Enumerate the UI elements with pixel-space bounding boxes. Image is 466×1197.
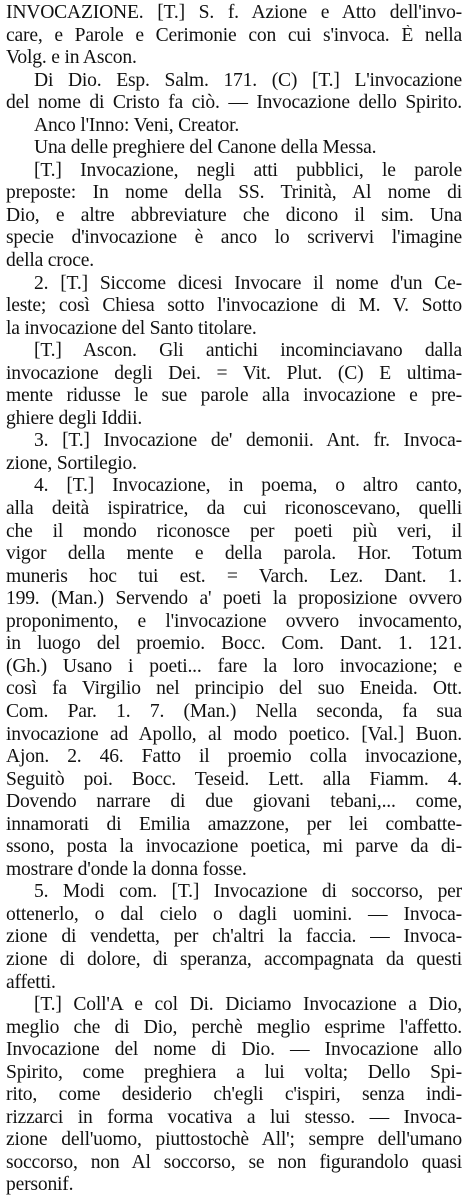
text-line-content: alla deità ispiratrice, da cui riconoscevano, quelli — [6, 498, 462, 520]
text-line-content: Spirito, come preghiera a lui volta; Dello Spi- — [6, 1061, 462, 1083]
text-line — [6, 1017, 462, 1040]
text-line-content: Dovendo narrare di due giovani tebani,... come, — [6, 791, 462, 813]
text-line-content: preposte: In nome della SS. Trinità, Al nome di — [6, 182, 462, 204]
text-line-content: [T.] Ascon. Gli antichi incominciavano dalla — [34, 340, 462, 362]
text-line — [6, 881, 462, 904]
text-line-content: meglio che di Dio, perchè meglio esprime l'affetto. — [6, 1016, 462, 1038]
text-line — [6, 70, 462, 93]
text-line — [6, 926, 462, 949]
text-line-content: 199. (Man.) Servendo a' poeti la proposizione ovvero — [6, 588, 462, 610]
text-line — [6, 521, 462, 544]
text-line — [6, 814, 462, 837]
text-line — [6, 453, 462, 476]
text-line-content: zione dell'uomo, piuttostochè All'; sempre dell'umano — [6, 1129, 462, 1151]
text-line-content: specie d'invocazione è anco lo scrivervi l'imagine — [6, 227, 462, 249]
text-line — [6, 678, 462, 701]
text-line — [6, 746, 462, 769]
text-line-content: zione, Sortilegio. — [6, 452, 137, 474]
text-line-content: INVOCAZIONE. [T.] S. f. Azione e Atto dell'invo- — [6, 2, 462, 23]
text-line-content: ssono, posta la invocazione poetica, mi parve da di- — [6, 836, 462, 858]
text-line — [6, 2, 462, 25]
text-line-content: zione di vendetta, per ch'altri la faccia. — Invoca- — [6, 926, 462, 948]
text-line — [6, 295, 462, 318]
text-line — [6, 498, 462, 521]
text-line-content: Di Dio. Esp. Salm. 171. (C) [T.] L'invocazione — [34, 69, 462, 91]
text-line-content: Ajon. 2. 46. Fatto il proemio colla invocazione, — [6, 746, 462, 768]
text-line — [6, 1152, 462, 1175]
text-line-content: ottenerlo, o dal cielo o dagli uomini. — Invoca- — [6, 903, 462, 925]
text-line — [6, 904, 462, 927]
text-line-content: della croce. — [6, 250, 94, 272]
text-line-content: (Gh.) Usano i poeti... fare la loro invocazione; e — [6, 655, 462, 677]
text-line-content: la invocazione del Santo titolare. — [6, 317, 257, 339]
text-line-content: Dio, e altre abbreviature che dicono il sim. Una — [6, 204, 462, 226]
text-line-content: proponimento, e l'invocazione ovvero invocamento, — [6, 610, 462, 632]
text-line — [6, 182, 462, 205]
text-line-content: 5. Modi com. [T.] Invocazione di soccorso, per — [34, 881, 462, 903]
text-line — [6, 340, 462, 363]
text-line-content: soccorso, non Al soccorso, se non figurandolo quasi — [6, 1151, 462, 1173]
text-line — [6, 115, 462, 138]
text-line — [6, 227, 462, 250]
text-line — [6, 724, 462, 747]
text-line-content: innamorati di Emilia amazzone, per lei combatte- — [6, 813, 462, 835]
text-line-content: che il mondo riconosce per poeti più veri, il — [6, 520, 462, 542]
text-line — [6, 949, 462, 972]
text-line — [6, 273, 462, 296]
text-line-content: Invocazione del nome di Dio. — Invocazione allo — [6, 1039, 462, 1061]
text-line — [6, 475, 462, 498]
text-line-content: mente ridusse le sue parole alla invocazione e pre- — [6, 385, 462, 407]
text-line-content: rizzarci in forma vocativa a lui stesso. — Invoca- — [6, 1106, 462, 1128]
text-line-content: [T.] Coll'A e col Di. Diciamo Invocazione a Dio, — [34, 994, 462, 1016]
text-line-content: Volg. e in Ascon. — [6, 47, 137, 69]
text-line — [6, 250, 462, 273]
text-line-content: zione di dolore, di speranza, accompagnata da questi — [6, 948, 462, 970]
text-line-content: [T.] Invocazione, negli atti pubblici, le parole — [34, 159, 462, 181]
text-line-content: Com. Par. 1. 7. (Man.) Nella seconda, fa sua — [6, 700, 462, 722]
text-line-content: in luogo del proemio. Bocc. Com. Dant. 1. 121. — [6, 633, 462, 655]
text-line-content: Seguitò poi. Bocc. Teseid. Lett. alla Fiamm. 4. — [6, 768, 462, 790]
text-line — [6, 701, 462, 724]
text-line — [6, 92, 462, 115]
text-line-content: invocazione degli Dei. = Vit. Plut. (C) E ultima- — [6, 362, 462, 384]
text-line — [6, 994, 462, 1017]
text-line-content: così fa Virgilio nel principio del suo Eneida. Ott. — [6, 678, 462, 700]
text-line-content: care, e Parole e Cerimonie con cui s'invoca. È nella — [6, 24, 462, 46]
text-line-content: leste; così Chiesa sotto l'invocazione di M. V. Sotto — [6, 295, 462, 317]
text-line — [6, 1039, 462, 1062]
text-line — [6, 791, 462, 814]
text-line — [6, 47, 462, 70]
text-line — [6, 972, 462, 995]
text-line — [6, 430, 462, 453]
text-line — [6, 1129, 462, 1152]
text-line — [6, 1062, 462, 1085]
text-line — [6, 160, 462, 183]
text-line-content: affetti. — [6, 971, 56, 993]
text-line — [6, 137, 462, 160]
text-line — [6, 1107, 462, 1130]
text-line-content: 4. [T.] Invocazione, in poema, o altro canto, — [34, 475, 462, 497]
text-line — [6, 633, 462, 656]
text-line-content: personif. — [6, 1174, 74, 1196]
text-line — [6, 588, 462, 611]
text-line-content: del nome di Cristo fa ciò. — Invocazione dello Spirito. — [6, 92, 462, 114]
text-line — [6, 25, 462, 48]
text-line-content: 2. [T.] Siccome dicesi Invocare il nome d'un Ce- — [34, 272, 462, 294]
text-line — [6, 543, 462, 566]
text-line — [6, 205, 462, 228]
text-line-content: muneris hoc tui est. = Varch. Lez. Dant. 1. — [6, 565, 462, 587]
text-line — [6, 1174, 462, 1197]
text-line — [6, 1084, 462, 1107]
text-line-content: rito, come desiderio ch'egli c'ispiri, senza indi- — [6, 1084, 462, 1106]
text-line — [6, 363, 462, 386]
text-line-content: mostrare d'onde la donna fosse. — [6, 858, 247, 880]
text-line — [6, 611, 462, 634]
text-line — [6, 408, 462, 431]
text-line — [6, 656, 462, 679]
text-line-content: ghiere degli Iddii. — [6, 407, 143, 429]
text-line-content: Una delle preghiere del Canone della Messa. — [34, 137, 377, 159]
text-line — [6, 385, 462, 408]
text-line — [6, 859, 462, 882]
text-line — [6, 769, 462, 792]
text-line — [6, 566, 462, 589]
text-line — [6, 318, 462, 341]
text-line — [6, 836, 462, 859]
text-line-content: invocazione ad Apollo, al modo poetico. [Val.] Buon. — [6, 723, 462, 745]
text-line-content: 3. [T.] Invocazione de' demonii. Ant. fr. Invoca- — [34, 430, 462, 452]
dictionary-entry-invocazione — [6, 2, 462, 1197]
text-line-content: Anco l'Inno: Veni, Creator. — [34, 114, 240, 136]
text-line-content: vigor della mente e della parola. Hor. Totum — [6, 543, 462, 565]
